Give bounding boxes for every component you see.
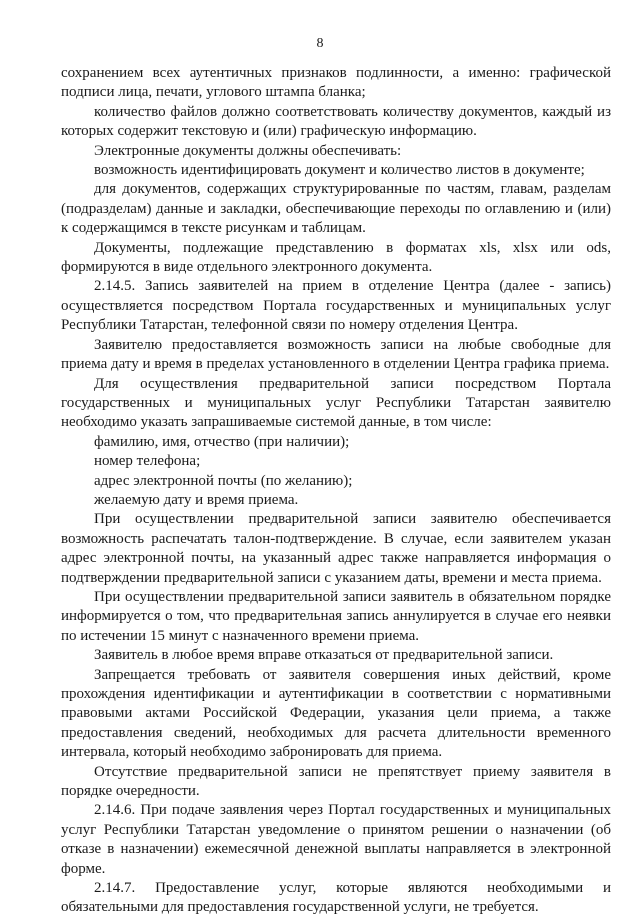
paragraph: количество файлов должно соответствовать количеству документов, каждый из которых содержит текстовую и (или) графическую информацию. bbox=[61, 103, 611, 140]
paragraph: 2.14.7. Предоставление услуг, которые являются необходимыми и обязательными для предоставления государственной услуги, не требуется. bbox=[61, 880, 611, 916]
paragraph: 2.14.5. Запись заявителей на прием в отделение Центра (далее - запись) осуществляется посредством Портала государственных и муниципальных услуг Республики Татарстан, телефонной связи по номеру отделения Центра. bbox=[61, 278, 611, 334]
paragraph: фамилию, имя, отчество (при наличии); bbox=[94, 433, 350, 450]
paragraph: возможность идентифицировать документ и количество листов в документе; bbox=[94, 162, 585, 179]
paragraph: для документов, содержащих структурированные по частям, главам, разделам (подразделам) данные и закладки, обеспечивающие переходы по оглавлению и (или) к содержащимся в тексте рисункам и таблицам. bbox=[61, 181, 611, 237]
paragraph: желаемую дату и время приема. bbox=[94, 491, 299, 508]
paragraph: Запрещается требовать от заявителя совершения иных действий, кроме прохождения идентификации и аутентификации в соответствии с нормативными правовыми актами Российской Федерации, указания цели приема, а также предоставления сведений, необходимых для расчета длительности временного интервала, который необходимо забронировать для приема. bbox=[61, 666, 611, 761]
paragraph: При осуществлении предварительной записи заявителю обеспечивается возможность распечатать талон-подтверждение. В случае, если заявителем указан адрес электронной почты, на указанный адрес также направляется информация о подтверждении предварительной записи с указанием даты, времени и места приема. bbox=[61, 511, 611, 586]
paragraph: При осуществлении предварительной записи заявитель в обязательном порядке информируется о том, что предварительная запись аннулируется в случае его неявки по истечении 15 минут с назначенного времени приема. bbox=[61, 588, 611, 644]
paragraph: Заявитель в любое время вправе отказаться от предварительной записи. bbox=[94, 647, 554, 664]
paragraph: Отсутствие предварительной записи не препятствует приему заявителя в порядке очередности. bbox=[61, 763, 611, 800]
paragraph: сохранением всех аутентичных признаков подлинности, а именно: графической подписи лица, печати, углового штампа бланка; bbox=[61, 65, 611, 101]
document-body bbox=[61, 64, 611, 918]
paragraph: номер телефона; bbox=[94, 453, 201, 470]
page-number: 8 bbox=[316, 36, 324, 51]
paragraph: Документы, подлежащие представлению в форматах xls, xlsx или ods, формируются в виде отдельного электронного документа. bbox=[61, 239, 611, 276]
paragraph: Для осуществления предварительной записи посредством Портала государственных и муниципальных услуг Республики Татарстан заявителю необходимо указать запрашиваемые системой данные, в том числе: bbox=[61, 375, 611, 431]
paragraph: адрес электронной почты (по желанию); bbox=[94, 472, 353, 489]
paragraph: 2.14.6. При подаче заявления через Портал государственных и муниципальных услуг Республики Татарстан уведомление о принятом решении о назначении (об отказе в назначении) ежемесячной денежной выплаты направляется в электронной форме. bbox=[61, 802, 611, 877]
paragraph: Электронные документы должны обеспечивать: bbox=[94, 142, 402, 159]
paragraph: Заявителю предоставляется возможность записи на любые свободные для приема дату и время в пределах установленного в отделении Центра графика приема. bbox=[61, 336, 611, 373]
